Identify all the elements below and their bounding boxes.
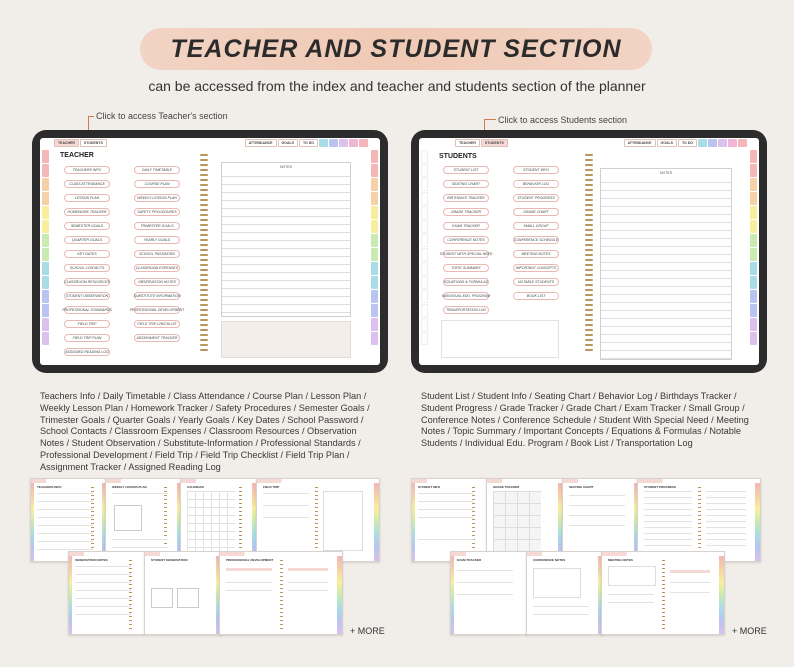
link-trimester-goals[interactable]: TRIMESTER GOALS xyxy=(134,222,180,230)
tab-goals[interactable]: GOALS xyxy=(278,139,298,147)
link-field-trip[interactable]: FIELD TRIP xyxy=(64,320,110,328)
month-tab[interactable] xyxy=(421,248,428,261)
tab-icon-e[interactable] xyxy=(738,139,747,147)
link-seating-chart[interactable]: SEATING CHART xyxy=(443,180,489,188)
preview-title: WEEKLY LESSON PLAN xyxy=(112,485,147,489)
link-semester-goals[interactable]: SEMESTER GOALS xyxy=(64,222,110,230)
link-conference-notes[interactable]: CONFERENCE NOTES xyxy=(443,236,489,244)
month-tab[interactable] xyxy=(42,150,49,163)
month-tab[interactable] xyxy=(371,262,378,275)
preview-title: FIELD TRIP xyxy=(263,485,280,489)
month-tab[interactable] xyxy=(42,290,49,303)
tab-attendance[interactable]: ATTENDANCE xyxy=(624,139,656,147)
teacher-description: Teachers Info / Daily Timetable / Class Attendance / Course Plan / Lesson Plan / Weekly Lesson Plan / Homework Tracker / Safety Procedures / Semester Goals / Trimester Goals / Quarter Goals / Yearly Goals / Key Dates / School Password / School Contacts / Classroom Expenses / Classroom Resources / Observation Notes / Student Observation / Substitute-Information / Professional Standards / Professional Development / Field Trip / Field Trip Checklist / Field Trip Plan / Assignment Tracker / Assigned Reading Log xyxy=(40,391,370,472)
tab-icon-e[interactable] xyxy=(359,139,368,147)
month-tab[interactable] xyxy=(421,220,428,233)
link-behavior-log[interactable]: BEHAVIOR LOG xyxy=(513,180,559,188)
tab-icon-b[interactable] xyxy=(708,139,717,147)
teacher-preview-page xyxy=(105,478,183,562)
student-blank-box[interactable] xyxy=(441,320,559,358)
teacher-preview-page xyxy=(144,551,222,635)
month-tab[interactable] xyxy=(750,262,757,275)
link-meeting-notes[interactable]: MEETING NOTES xyxy=(513,250,559,258)
link-homework-tracker[interactable]: HOMEWORK TRACKER xyxy=(64,208,110,216)
link-field-trip-checklist[interactable]: FIELD TRIP CHECKLIST xyxy=(134,320,180,328)
student-right-month-tabs xyxy=(750,150,757,345)
link-book-list[interactable]: BOOK LIST xyxy=(513,292,559,300)
student-right-tabs xyxy=(624,139,759,147)
month-tab[interactable] xyxy=(750,192,757,205)
tab-icon-c[interactable] xyxy=(718,139,727,147)
teacher-right-month-tabs xyxy=(371,150,378,345)
link-professional-standards[interactable]: PROFESSIONAL STANDARDS xyxy=(62,308,112,312)
student-notes-label: NOTES xyxy=(659,171,673,175)
preview-title: STUDENT OBSERVATION xyxy=(151,558,188,562)
month-tab[interactable] xyxy=(421,150,428,163)
link-conference-schedule[interactable]: CONFERENCE SCHEDULE xyxy=(513,238,559,242)
student-more-label: + MORE xyxy=(732,626,767,636)
month-tab[interactable] xyxy=(371,304,378,317)
link-field-trip-plan[interactable]: FIELD TRIP PLAN xyxy=(64,334,110,342)
link-equations-formulas[interactable]: EQUATIONS & FORMULAS xyxy=(443,280,489,284)
link-assignment-tracker[interactable]: ASSIGNMENT TRACKER xyxy=(134,334,180,342)
student-preview-page xyxy=(486,478,564,562)
month-tab[interactable] xyxy=(421,304,428,317)
student-topbar xyxy=(419,138,759,148)
month-tab[interactable] xyxy=(421,206,428,219)
month-tab[interactable] xyxy=(371,276,378,289)
tab-icon-c[interactable] xyxy=(339,139,348,147)
tab-icon-a[interactable] xyxy=(319,139,328,147)
month-tab[interactable] xyxy=(42,276,49,289)
link-professional-development[interactable]: PROFESSIONAL DEVELOPMENT xyxy=(129,308,185,312)
month-tab[interactable] xyxy=(42,192,49,205)
preview-title: STUDENT PROGRESS xyxy=(644,485,677,489)
link-student-observation[interactable]: STUDENT OBSERVATION xyxy=(65,294,109,298)
tab-todo[interactable]: TO DO xyxy=(299,139,318,147)
teacher-notes-box[interactable] xyxy=(221,162,351,317)
tab-teacher[interactable]: TEACHER xyxy=(455,139,480,147)
link-daily-timetable[interactable]: DAILY TIMETABLE xyxy=(134,166,180,174)
tab-todo[interactable]: TO DO xyxy=(678,139,697,147)
student-spiral-binding xyxy=(585,154,593,351)
month-tab[interactable] xyxy=(421,276,428,289)
link-safety-procedures[interactable]: SAFETY PROCEDURES xyxy=(134,208,180,216)
month-tab[interactable] xyxy=(421,178,428,191)
preview-title: CONFERENCE NOTES xyxy=(533,558,566,562)
link-weekly-lesson-plan[interactable]: WEEKLY LESSON PLAN xyxy=(134,194,180,202)
link-school-contacts[interactable]: SCHOOL CONTACTS xyxy=(64,264,110,272)
teacher-preview-page xyxy=(30,478,108,562)
teacher-section-title: TEACHER xyxy=(60,152,94,159)
tab-students[interactable]: STUDENTS xyxy=(80,139,107,147)
link-key-dates[interactable]: KEY DATES xyxy=(64,250,110,258)
student-left-month-tabs xyxy=(421,150,428,345)
teacher-memo-box[interactable] xyxy=(221,321,351,358)
link-student-special-need[interactable]: STUDENT WITH SPECIAL NEED xyxy=(439,252,493,256)
month-tab[interactable] xyxy=(42,234,49,247)
month-tab[interactable] xyxy=(750,178,757,191)
month-tab[interactable] xyxy=(42,248,49,261)
teacher-spiral-binding xyxy=(200,154,208,351)
month-tab[interactable] xyxy=(371,220,378,233)
month-tab[interactable] xyxy=(42,178,49,191)
student-screen xyxy=(419,138,759,365)
preview-title: TEACHERS INFO xyxy=(37,485,62,489)
student-section-title: STUDENTS xyxy=(439,153,477,160)
preview-title: STUDENT INFO xyxy=(418,485,441,489)
month-tab[interactable] xyxy=(371,178,378,191)
teacher-preview-page xyxy=(256,478,380,562)
teacher-preview-page xyxy=(180,478,258,562)
link-class-attendance[interactable]: CLASS ATTENDANCE xyxy=(64,180,110,188)
student-section-tabs xyxy=(419,139,508,147)
link-lesson-plan[interactable]: LESSON PLAN xyxy=(64,194,110,202)
link-transportation-log[interactable]: TRANSPORTATION LOG xyxy=(443,306,489,314)
page-subtitle: can be accessed from the index and teacher and students section of the planner xyxy=(148,78,646,94)
link-school-password[interactable]: SCHOOL PASSWORD xyxy=(134,250,180,258)
teacher-callout: Click to access Teacher's section xyxy=(96,111,228,121)
student-preview-page xyxy=(450,551,528,635)
tab-goals[interactable]: GOALS xyxy=(657,139,677,147)
month-tab[interactable] xyxy=(42,262,49,275)
link-quarter-goals[interactable]: QUARTER GOALS xyxy=(64,236,110,244)
month-tab[interactable] xyxy=(750,164,757,177)
preview-title: SEATING CHART xyxy=(569,485,594,489)
tab-icon-d[interactable] xyxy=(728,139,737,147)
month-tab[interactable] xyxy=(421,234,428,247)
preview-title: OBSERVATION NOTES xyxy=(75,558,108,562)
link-small-group[interactable]: SMALL GROUP xyxy=(513,222,559,230)
month-tab[interactable] xyxy=(371,192,378,205)
tab-icon-d[interactable] xyxy=(349,139,358,147)
month-tab[interactable] xyxy=(371,234,378,247)
month-tab[interactable] xyxy=(42,332,49,345)
teacher-more-label: + MORE xyxy=(350,626,385,636)
tab-attendance[interactable]: ATTENDANCE xyxy=(245,139,277,147)
month-tab[interactable] xyxy=(750,206,757,219)
link-individual-edu-program[interactable]: INDIVIDUAL EDU. PROGRAM xyxy=(442,294,490,298)
month-tab[interactable] xyxy=(42,318,49,331)
month-tab[interactable] xyxy=(750,248,757,261)
month-tab[interactable] xyxy=(421,262,428,275)
month-tab[interactable] xyxy=(42,206,49,219)
student-description: Student List / Student Info / Seating Chart / Behavior Log / Birthdays Tracker / Student Progress / Grade Tracker / Grade Chart / Exam Tracker / Small Group / Conference Notes / Conference Schedule / Student With Special Need / Meeting Notes / Topic Summary / Important Concepts / Equations & Formulas / Notable Students / Individual Edu. Program / Book List / Transportation Log xyxy=(421,391,749,449)
student-preview-page xyxy=(601,551,725,635)
month-tab[interactable] xyxy=(750,290,757,303)
student-preview-page xyxy=(562,478,640,562)
teacher-tablet xyxy=(32,130,388,373)
student-tablet xyxy=(411,130,767,373)
teacher-screen xyxy=(40,138,380,365)
tab-teacher[interactable]: TEACHER xyxy=(54,139,79,147)
month-tab[interactable] xyxy=(750,304,757,317)
link-topic-summary[interactable]: TOPIC SUMMARY xyxy=(443,264,489,272)
month-tab[interactable] xyxy=(421,164,428,177)
link-birthdays-tracker[interactable]: BIRTHDAYS TRACKER xyxy=(443,194,489,202)
student-preview-page xyxy=(526,551,604,635)
month-tab[interactable] xyxy=(750,332,757,345)
month-tab[interactable] xyxy=(371,332,378,345)
link-important-concepts[interactable]: IMPORTANT CONCEPTS xyxy=(513,264,559,272)
link-student-progress[interactable]: STUDENT PROGRESS xyxy=(513,194,559,202)
tab-students[interactable]: STUDENTS xyxy=(481,139,508,147)
link-student-info[interactable]: STUDENT INFO xyxy=(513,166,559,174)
month-tab[interactable] xyxy=(750,150,757,163)
tab-icon-a[interactable] xyxy=(698,139,707,147)
preview-title: GRADE TRACKER xyxy=(493,485,520,489)
month-tab[interactable] xyxy=(371,318,378,331)
month-tab[interactable] xyxy=(371,290,378,303)
link-grade-chart[interactable]: GRADE CHART xyxy=(513,208,559,216)
teacher-topbar xyxy=(40,138,380,148)
link-substitute-information[interactable]: SUBSTITUTE INFORMATION xyxy=(133,294,181,298)
student-preview-page xyxy=(411,478,489,562)
month-tab[interactable] xyxy=(42,164,49,177)
teacher-right-tabs xyxy=(245,139,380,147)
month-tab[interactable] xyxy=(750,234,757,247)
month-tab[interactable] xyxy=(750,220,757,233)
student-notes-box[interactable] xyxy=(600,168,732,360)
month-tab[interactable] xyxy=(750,276,757,289)
link-course-plan[interactable]: COURSE PLAN xyxy=(134,180,180,188)
month-tab[interactable] xyxy=(750,318,757,331)
student-preview-page xyxy=(637,478,761,562)
link-classroom-resources[interactable]: CLASSROOM RESOURCES xyxy=(64,280,110,284)
link-assigned-reading-log[interactable]: ASSIGNED READING LOG xyxy=(65,350,109,354)
link-yearly-goals[interactable]: YEARLY GOALS xyxy=(134,236,180,244)
month-tab[interactable] xyxy=(42,220,49,233)
link-grade-tracker[interactable]: GRADE TRACKER xyxy=(443,208,489,216)
preview-title: MEETING NOTES xyxy=(608,558,633,562)
link-classroom-expenses[interactable]: CLASSROOM EXPENSES xyxy=(135,266,179,270)
month-tab[interactable] xyxy=(42,304,49,317)
teacher-preview-page xyxy=(219,551,343,635)
month-tab[interactable] xyxy=(421,332,428,345)
link-teachers-info[interactable]: TEACHERS INFO xyxy=(64,166,110,174)
month-tab[interactable] xyxy=(371,248,378,261)
preview-title: EXAM TRACKER xyxy=(457,558,482,562)
page-title: TEACHER AND STUDENT SECTION xyxy=(170,34,622,63)
tab-icon-b[interactable] xyxy=(329,139,338,147)
link-exam-tracker[interactable]: EXAM TRACKER xyxy=(443,222,489,230)
teacher-section-tabs xyxy=(40,139,107,147)
link-student-list[interactable]: STUDENT LIST xyxy=(443,166,489,174)
month-tab[interactable] xyxy=(421,318,428,331)
preview-title: PROFESSIONAL DEVELOPMENT xyxy=(226,558,274,562)
month-tab[interactable] xyxy=(421,290,428,303)
month-tab[interactable] xyxy=(371,150,378,163)
link-observation-notes[interactable]: OBSERVATION NOTES xyxy=(134,278,180,286)
teacher-left-month-tabs xyxy=(42,150,49,345)
teacher-preview-page xyxy=(68,551,146,635)
teacher-notes-label: NOTES xyxy=(279,165,293,169)
month-tab[interactable] xyxy=(371,164,378,177)
student-callout: Click to access Students section xyxy=(498,115,628,125)
preview-title: CALENDAR xyxy=(187,485,204,489)
link-notable-students[interactable]: NOTABLE STUDENTS xyxy=(513,278,559,286)
title-banner xyxy=(140,28,652,70)
month-tab[interactable] xyxy=(371,206,378,219)
month-tab[interactable] xyxy=(421,192,428,205)
